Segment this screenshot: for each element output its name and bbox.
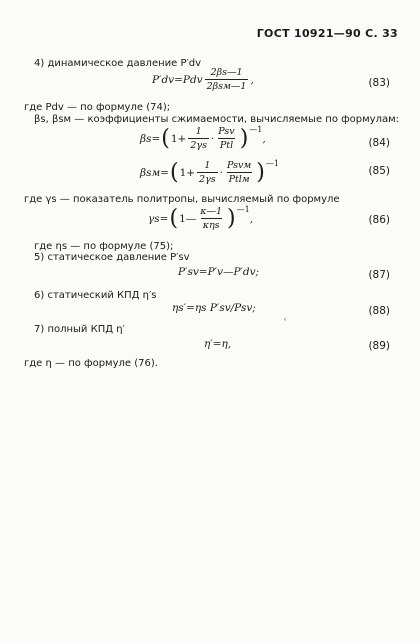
f86-exp: —1	[236, 205, 250, 214]
f86-frac	[198, 206, 224, 231]
eq-number-83: (83)	[368, 77, 390, 89]
f85-lhs: βsм=	[140, 166, 169, 179]
f85-num1: 1	[204, 160, 211, 171]
f84-close: )	[239, 125, 249, 151]
f84-frac1	[188, 126, 209, 151]
f84-one-plus: 1+	[170, 132, 187, 145]
f85-frac1	[197, 160, 218, 185]
item-7-total-efficiency: 7) полный КПД η′	[34, 324, 125, 335]
formula-87: P′sv=P′v—P′dv;	[178, 266, 260, 278]
item-5-static-pressure: 5) статическое давление P′sv	[34, 252, 190, 263]
eq-number-89: (89)	[368, 340, 390, 352]
f84-exp: —1	[249, 125, 263, 134]
f83-den: 2βsм—1	[206, 81, 247, 92]
formula-89: η′=η,	[204, 338, 232, 350]
page-header: ГОСТ 10921—90 С. 33	[256, 27, 398, 40]
f85-frac2	[225, 160, 253, 185]
where-75: где ηs — по формуле (75);	[34, 241, 174, 252]
where-74: где Pdv — по формуле (74);	[24, 102, 171, 113]
f86-close: )	[227, 205, 236, 231]
f86-tail: ,	[249, 212, 254, 225]
f85-one-plus: 1+	[179, 166, 196, 179]
eq-number-85: (85)	[368, 165, 390, 177]
f86-open: (	[169, 205, 179, 231]
f86-lhs: γs=	[148, 212, 169, 225]
f84-num1: 1	[195, 126, 202, 137]
f83-num: 2βs—1	[210, 67, 243, 78]
f84-frac2	[216, 126, 236, 151]
f83-lhs: P′dv=Pdv	[152, 73, 203, 86]
f85-dot: ·	[219, 166, 223, 179]
f85-num2: Psvм	[227, 160, 252, 171]
f83-fraction	[205, 67, 249, 92]
stray-mark: ʿ	[284, 318, 287, 328]
f84-lhs: βs=	[140, 132, 161, 145]
f84-den1: 2γs	[190, 140, 207, 151]
item-4-dynamic-pressure: 4) динамическое давление P′dv	[34, 58, 202, 69]
f85-den2: Ptlм	[228, 174, 250, 185]
f84-den2: Ptl	[219, 140, 234, 151]
f83-tail: ,	[250, 73, 254, 86]
f84-dot: ·	[210, 132, 215, 145]
f86-num: κ—1	[200, 206, 223, 217]
f85-den1: 2γs	[199, 174, 216, 185]
f85-close: )	[256, 159, 265, 185]
eq-number-84: (84)	[368, 137, 390, 149]
f86-one-minus: 1—	[179, 212, 197, 225]
f84-open: (	[161, 125, 170, 151]
f84-tail: ,	[262, 132, 266, 145]
gamma-description: где γs — показатель политропы, вычисляемый по формуле	[24, 194, 340, 205]
formula-85	[140, 160, 279, 185]
eq-number-86: (86)	[368, 214, 390, 226]
where-76: где η — по формуле (76).	[24, 358, 158, 369]
f85-exp: —1	[265, 159, 279, 168]
formula-88: ηs′=ηs P′sv/Psv;	[172, 302, 256, 314]
f85-open: (	[169, 159, 179, 185]
formula-86	[148, 206, 253, 231]
eq-number-88: (88)	[368, 305, 390, 317]
eq-number-87: (87)	[368, 269, 390, 281]
formula-83	[152, 67, 254, 92]
f84-num2: Psv	[218, 126, 235, 137]
formula-84	[140, 126, 266, 151]
f86-den: κηs	[202, 220, 220, 231]
item-6-static-efficiency: 6) статический КПД η′s	[34, 290, 157, 301]
beta-description: βs, βsм — коэффициенты сжимаемости, вычисляемые по формулам:	[34, 114, 400, 125]
